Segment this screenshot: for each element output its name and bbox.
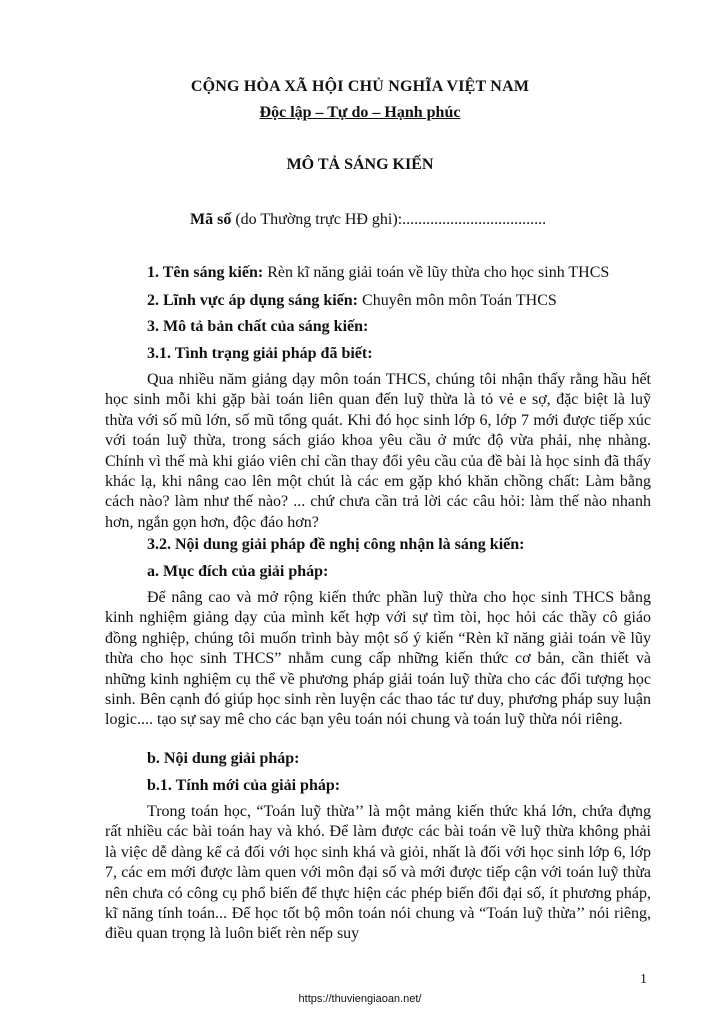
national-header: CỘNG HÒA XÃ HỘI CHỦ NGHĨA VIỆT NAM <box>190 78 530 95</box>
footer-url[interactable]: https://thuviengiaoan.net/ <box>298 993 422 1005</box>
application-field-value: Chuyên môn môn Toán THCS <box>358 292 557 309</box>
purpose-paragraph: Để nâng cao và mở rộng kiến thức phần luỹ thừa cho học sinh THCS bằng kinh nghiệm giảng dạy của mình kết hợp với sự tìm tòi, học hỏi các thầy cô giáo đồng nghiệp, chúng tôi muốn trình bày một số ý kiến “Rèn kĩ năng giải toán về lũy thừa cho học sinh THCS” nhằm cung cấp những kiến thức cơ bản, cần thiết và những kinh nghiệm cụ thể về phương pháp giải toán luỹ thừa cho các đối tượng học sinh. Bên cạnh đó giúp học sinh rèn luyện các thao tác tư duy, phương pháp suy luận logic.... tạo sự say mê cho các bạn yêu toán nói chung và toán luỹ thừa nói riêng. <box>105 589 651 729</box>
code-line <box>190 211 546 229</box>
essence-heading-text: 3. Mô tả bản chất của sáng kiến: <box>147 318 369 335</box>
initiative-name-value: Rèn kĩ năng giải toán về lũy thừa cho học sinh THCS <box>263 264 610 281</box>
application-field-label: 2. Lĩnh vực áp dụng sáng kiến: <box>147 292 359 309</box>
content-heading <box>147 536 524 554</box>
document-title: MÔ TẢ SÁNG KIẾN <box>286 156 434 173</box>
solution-heading-text: b. Nội dung giải pháp: <box>147 750 300 767</box>
status-heading-text: 3.1. Tình trạng giải pháp đã biết: <box>147 345 373 362</box>
initiative-name-line <box>147 264 609 282</box>
initiative-name-label: 1. Tên sáng kiến: <box>147 264 264 281</box>
code-text: (do Thường trực HĐ ghi):.................................... <box>231 211 547 228</box>
motto-text: Độc lập – Tự do – Hạnh phúc <box>259 104 461 121</box>
essence-heading <box>147 318 368 336</box>
novelty-paragraph: Trong toán học, “Toán luỹ thừa’’ là một mảng kiến thức khá lớn, chứa đựng rất nhiều các bài toán hay và khó. Để làm được các bài toán về luỹ thừa không phải là việc dễ dàng kể cả đối với học sinh khá và giỏi, nhất là đối với học sinh lớp 6, lớp 7, các em mới được làm quen với môn đại số và mới được tiếp cận với toán luỹ thừa nên chưa có công cụ phổ biến để thực hiện các phép biến đổi đại số, ít phương pháp, kĩ năng tính toán... Để học tốt bộ môn toán nói chung và “Toán luỹ thừa’’ nói riêng, điều quan trọng là luôn biết rèn nếp suy <box>105 803 651 943</box>
page-number: 1 <box>640 972 647 987</box>
content-heading-text: 3.2. Nội dung giải pháp đề nghị công nhận là sáng kiến: <box>147 536 525 553</box>
novelty-heading-text: b.1. Tính mới của giải pháp: <box>147 777 341 794</box>
code-label: Mã số <box>190 211 232 228</box>
national-motto <box>0 104 720 122</box>
novelty-heading <box>147 777 340 795</box>
status-heading <box>147 345 373 363</box>
solution-heading <box>147 750 300 768</box>
status-paragraph: Qua nhiều năm giảng dạy môn toán THCS, chúng tôi nhận thấy rằng hầu hết học sinh mỗi khi gặp bài toán liên quan đến luỹ thừa là tỏ vẻ e sợ, đặc biệt là luỹ thừa với số mũ lớn, số mũ tổng quát. Khi đó học sinh lớp 6, lớp 7 mới được tiếp xúc với toán luỹ thừa, trong sách giáo khoa yêu cầu ở mức độ vừa phải, nhẹ nhàng. Chính vì thế mà khi giáo viên chỉ cần thay đổi yêu cầu của đề bài là học sinh đã thấy khác lạ, khi nâng cao lên một chút là các em gặp khó khăn chồng chất: Làm bằng cách nào? làm như thế nào? ... chứ chưa cần trả lời các câu hỏi: làm thế nào nhanh hơn, ngắn gọn hơn, độc đáo hơn? <box>105 371 651 531</box>
purpose-heading-text: a. Mục đích của giải pháp: <box>147 563 329 580</box>
application-field-line <box>147 292 557 310</box>
purpose-heading <box>147 563 328 581</box>
